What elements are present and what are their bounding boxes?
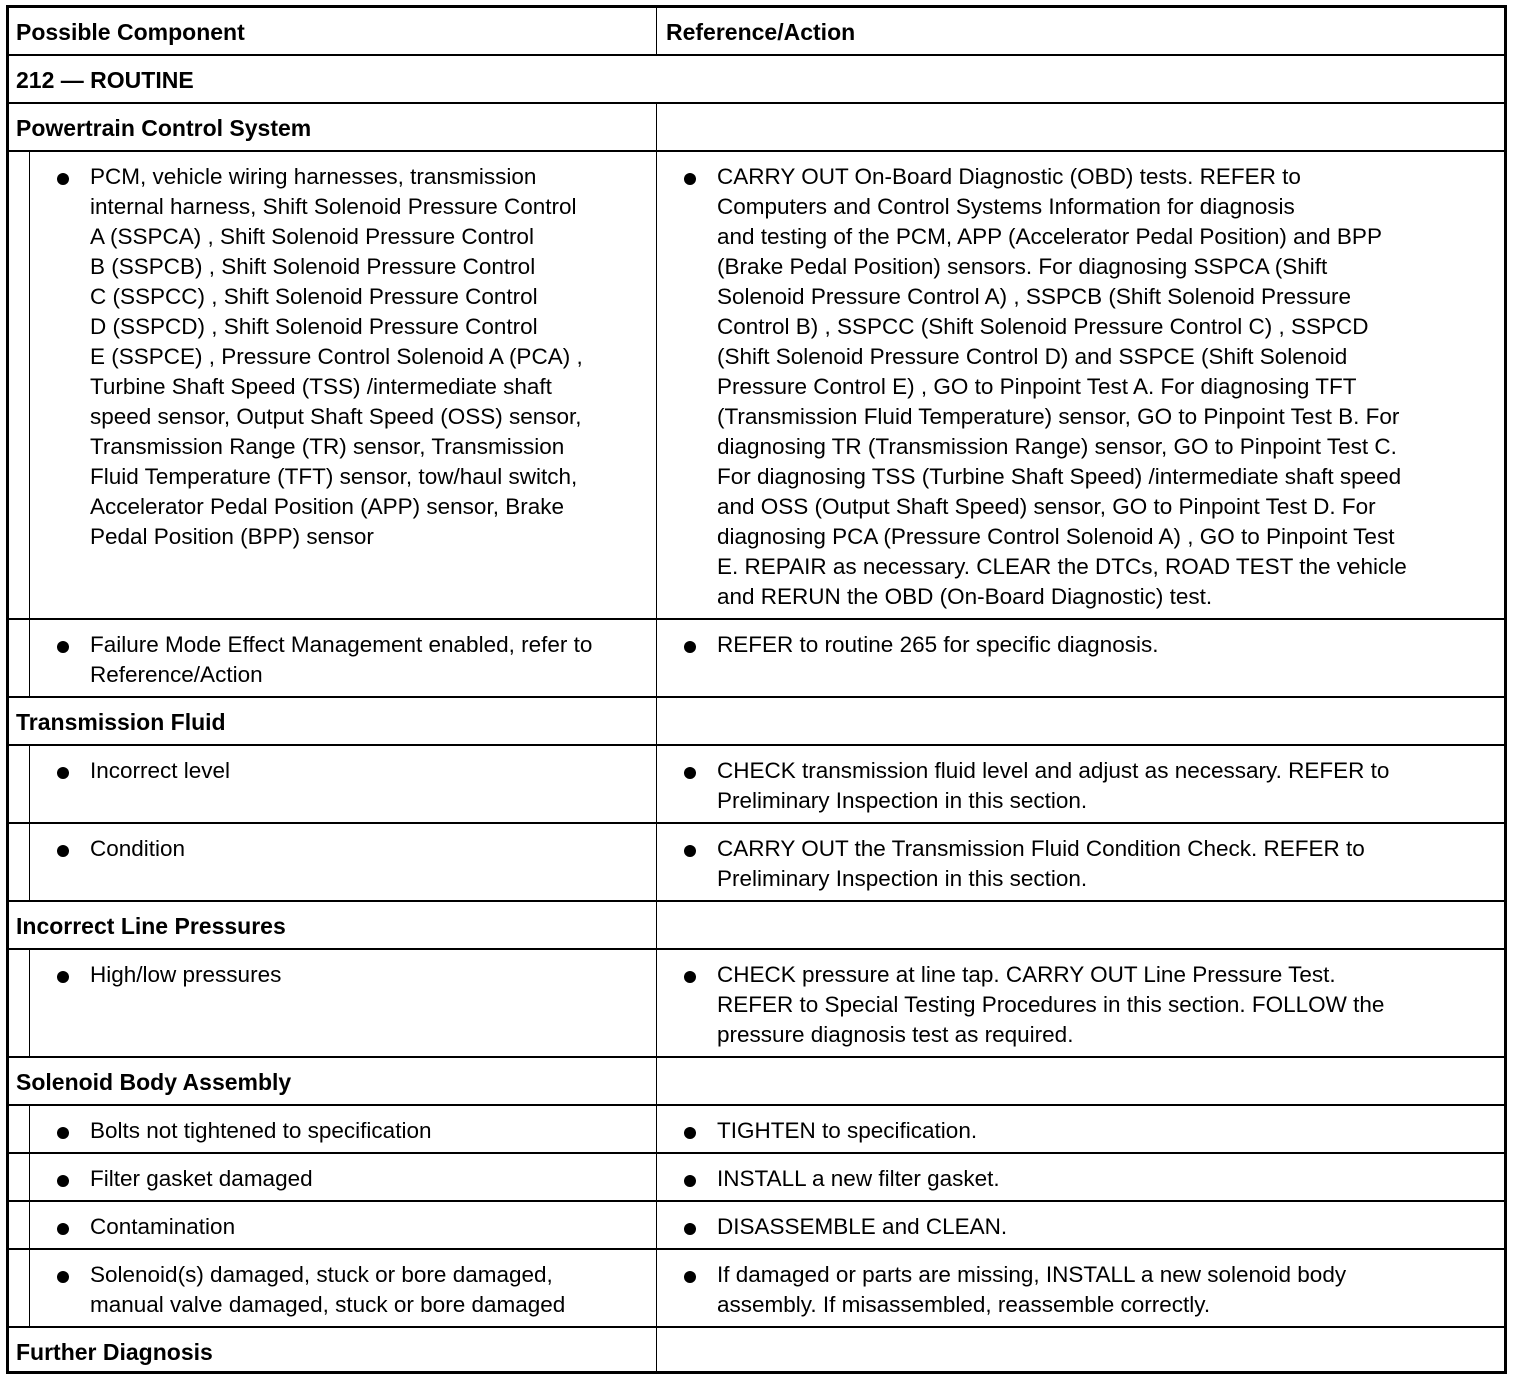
- indent-divider: [29, 1106, 30, 1152]
- bullet-icon: [57, 971, 69, 983]
- column-divider: [656, 1058, 657, 1104]
- section-title: Solenoid Body Assembly: [16, 1069, 292, 1095]
- column-divider: [656, 152, 657, 618]
- component-text: PCM, vehicle wiring harnesses, transmission internal harness, Shift Solenoid Pressure Control A (SSPCA) , Shift Solenoid Pressure Control B (SSPCB) , Shift Solenoid Pressure Control C (SSPCC) , Shift Solenoid Pressure Control D (SSPCD) , Shift Solenoid Pressure Control E (SSPCE) , Pressure Control Solenoid A (PCA) , Turbine Shaft Speed (TSS) /intermediate shaft speed sensor, Output Shaft Speed (OSS) sensor, Transmission Range (TR) sensor, Transmission Fluid Temperature (TFT) sensor, tow/haul switch, Accelerator Pedal Position (APP) sensor, Brake Pedal Position (BPP) sensor: [90, 164, 583, 549]
- column-divider: [656, 1328, 657, 1371]
- table-row: [9, 824, 1504, 902]
- column-divider: [656, 104, 657, 150]
- indent-divider: [29, 1154, 30, 1200]
- bullet-icon: [684, 1223, 696, 1235]
- component-text: Bolts not tightened to specification: [90, 1118, 432, 1143]
- action-text: If damaged or parts are missing, INSTALL a new solenoid body assembly. If misassembled, reassemble correctly.: [717, 1262, 1347, 1317]
- bullet-icon: [57, 1175, 69, 1187]
- routine-title: 212 — ROUTINE: [16, 67, 194, 93]
- action-text: CHECK pressure at line tap. CARRY OUT Line Pressure Test. REFER to Special Testing Procedures in this section. FOLLOW the pressure diagnosis test as required.: [717, 962, 1385, 1047]
- column-divider: [656, 746, 657, 822]
- action-text: TIGHTEN to specification.: [717, 1118, 978, 1143]
- action-text: CARRY OUT the Transmission Fluid Condition Check. REFER to Preliminary Inspection in this section.: [717, 836, 1365, 891]
- column-divider: [656, 1154, 657, 1200]
- table-row: [9, 1154, 1504, 1202]
- bullet-icon: [57, 173, 69, 185]
- section-title: Further Diagnosis: [16, 1339, 213, 1365]
- bullet-icon: [57, 1271, 69, 1283]
- indent-divider: [29, 1202, 30, 1248]
- table-row: [9, 950, 1504, 1058]
- column-divider: [656, 620, 657, 696]
- column-divider: [656, 1250, 657, 1326]
- bullet-icon: [57, 1127, 69, 1139]
- bullet-icon: [684, 971, 696, 983]
- action-text: CHECK transmission fluid level and adjust as necessary. REFER to Preliminary Inspection in this section.: [717, 758, 1390, 813]
- column-divider: [656, 8, 657, 54]
- table-row: [9, 152, 1504, 620]
- section-header-row: [9, 1058, 1504, 1106]
- section-header-row: [9, 902, 1504, 950]
- indent-divider: [29, 152, 30, 618]
- column-divider: [656, 902, 657, 948]
- section-title: Incorrect Line Pressures: [16, 913, 286, 939]
- indent-divider: [29, 620, 30, 696]
- table-row: [9, 1106, 1504, 1154]
- indent-divider: [29, 1250, 30, 1326]
- section-title: Transmission Fluid: [16, 709, 226, 735]
- component-text: High/low pressures: [90, 962, 282, 987]
- indent-divider: [29, 746, 30, 822]
- table-header-row: [9, 8, 1504, 56]
- column-divider: [656, 824, 657, 900]
- component-text: Condition: [90, 836, 186, 861]
- component-text: Solenoid(s) damaged, stuck or bore damaged, manual valve damaged, stuck or bore damaged: [90, 1262, 566, 1317]
- column-header-component: Possible Component: [16, 19, 245, 45]
- bullet-icon: [57, 767, 69, 779]
- section-header-row: [9, 1328, 1504, 1371]
- table-row: [9, 620, 1504, 698]
- routine-title-row: [9, 56, 1504, 104]
- section-header-row: [9, 698, 1504, 746]
- bullet-icon: [684, 1175, 696, 1187]
- bullet-icon: [57, 1223, 69, 1235]
- column-divider: [656, 1202, 657, 1248]
- section-title: Powertrain Control System: [16, 115, 312, 141]
- column-header-action: Reference/Action: [666, 19, 856, 45]
- bullet-icon: [57, 641, 69, 653]
- column-divider: [656, 1106, 657, 1152]
- indent-divider: [29, 824, 30, 900]
- action-text: REFER to routine 265 for specific diagnosis.: [717, 632, 1159, 657]
- indent-divider: [29, 950, 30, 1056]
- component-text: Incorrect level: [90, 758, 231, 783]
- table-row: [9, 1250, 1504, 1328]
- table-row: [9, 1202, 1504, 1250]
- action-text: CARRY OUT On-Board Diagnostic (OBD) tests. REFER to Computers and Control Systems Information for diagnosis and testing of the PCM, APP (Accelerator Pedal Position) and BPP (Brake Pedal Position) sensors. For diagnosing SSPCA (Shift Solenoid Pressure Control A) , SSPCB (Shift Solenoid Pressure Control B) , SSPCC (Shift Solenoid Pressure Control C) , SSPCD (Shift Solenoid Pressure Control D) and SSPCE (Shift Solenoid Pressure Control E) , GO to Pinpoint Test A. For diagnosing TFT (Transmission Fluid Temperature) sensor, GO to Pinpoint Test B. For diagnosing TR (Transmission Range) sensor, GO to Pinpoint Test C. For diagnosing TSS (Turbine Shaft Speed) /intermediate shaft speed and OSS (Output Shaft Speed) sensor, GO to Pinpoint Test D. For diagnosing PCA (Pressure Control Solenoid A) , GO to Pinpoint Test E. REPAIR as necessary. CLEAR the DTCs, ROAD TEST the vehicle and RERUN the OBD (On-Board Diagnostic) test.: [717, 164, 1407, 609]
- action-text: DISASSEMBLE and CLEAN.: [717, 1214, 1008, 1239]
- bullet-icon: [684, 1271, 696, 1283]
- bullet-icon: [57, 845, 69, 857]
- diagnosis-table: [6, 5, 1507, 1374]
- bullet-icon: [684, 767, 696, 779]
- table-row: [9, 746, 1504, 824]
- action-text: INSTALL a new filter gasket.: [717, 1166, 1000, 1191]
- bullet-icon: [684, 845, 696, 857]
- bullet-icon: [684, 641, 696, 653]
- bullet-icon: [684, 1127, 696, 1139]
- column-divider: [656, 950, 657, 1056]
- section-header-row: [9, 104, 1504, 152]
- column-divider: [656, 698, 657, 744]
- component-text: Failure Mode Effect Management enabled, refer to Reference/Action: [90, 632, 593, 687]
- bullet-icon: [684, 173, 696, 185]
- component-text: Filter gasket damaged: [90, 1166, 313, 1191]
- component-text: Contamination: [90, 1214, 236, 1239]
